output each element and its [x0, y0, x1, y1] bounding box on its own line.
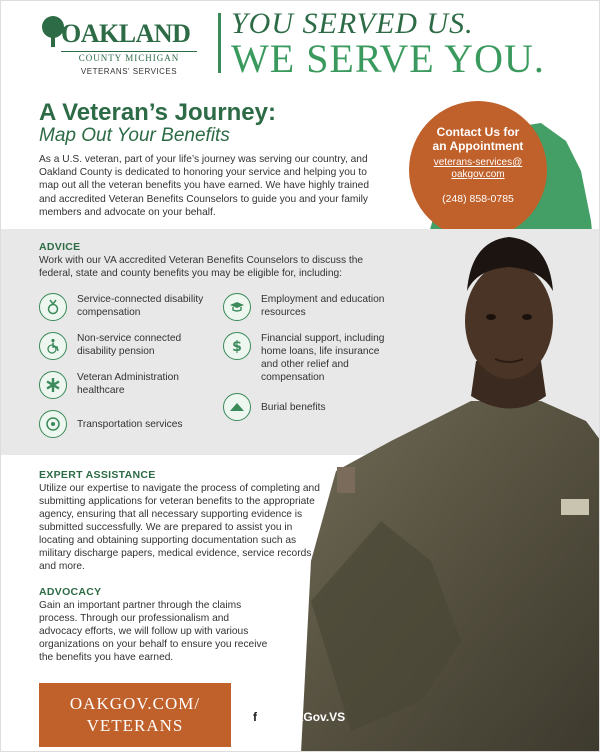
- benefit-label: Service-connected disability compensation: [77, 294, 204, 318]
- benefit-label: Transportation services: [77, 418, 183, 430]
- benefit-label: Veteran Administration healthcare: [77, 372, 179, 396]
- facebook-icon: f: [247, 709, 263, 725]
- contact-heading-line-2: an Appointment: [432, 139, 524, 153]
- advocacy-heading: ADVOCACY: [39, 586, 102, 598]
- page-title: A Veteran’s Journey:: [39, 99, 276, 126]
- website-cta[interactable]: [39, 683, 231, 747]
- benefit-label: Non-service connected disability pension: [77, 333, 182, 357]
- logo-wordmark: OAKLAND: [61, 19, 191, 48]
- page-subtitle: Map Out Your Benefits: [39, 125, 230, 146]
- social-link[interactable]: [247, 709, 345, 725]
- contact-heading-line-1: Contact Us for: [436, 125, 520, 139]
- flag-patch: [337, 467, 355, 493]
- benefit-label: Financial support, including home loans, life insurance and other relief and compensation: [261, 333, 385, 383]
- website-cta-line-2: VETERANS: [86, 716, 184, 735]
- intro-paragraph: As a U.S. veteran, part of your life’s journey was serving our country, and Oakland County is dedicated to honoring your service and helping you to map out all the veteran benefits you have earned. We have highly trained and accredited Veteran Benefits Counselors to guide you and your family members and advocate on your behalf.: [39, 154, 369, 218]
- expert-paragraph: Utilize our expertise to navigate the process of completing and submitting applications for veteran benefits to the appropriate agency, ensuring that all necessary supporting evidence is submitted successfully. We are prepared to assist you in locating and obtaining supporting documentation such as military discharge papers, medical evidence, service records and more.: [39, 483, 320, 572]
- logo-county: COUNTY MICHIGAN: [78, 53, 180, 63]
- advice-heading: ADVICE: [39, 241, 81, 253]
- contact-email-line-2: oakgov.com: [451, 169, 505, 180]
- social-handle: @OakGov.VS: [269, 710, 346, 724]
- benefit-label: Burial benefits: [261, 401, 326, 413]
- advocacy-paragraph: Gain an important partner through the claims process. Through our professionalism and advocacy efforts, we will follow up with various organizations on your behalf to ensure you receive the benefits you have earned.: [39, 600, 268, 663]
- advice-paragraph: Work with our VA accredited Veteran Benefits Counselors to discuss the federal, state and county benefits you may be eligible for, including:: [39, 255, 364, 279]
- contact-phone[interactable]: (248) 858-0785: [442, 193, 514, 205]
- expert-heading: EXPERT ASSISTANCE: [39, 469, 156, 481]
- tagline-serve: WE SERVE YOU.: [231, 36, 545, 81]
- tagline-served: YOU SERVED US.: [231, 7, 474, 40]
- contact-email-line-1: veterans-services@: [433, 157, 523, 168]
- logo-department: VETERANS' SERVICES: [80, 67, 178, 76]
- svg-text:$: $: [232, 339, 242, 354]
- benefit-label: Employment and education resources: [261, 294, 385, 318]
- website-cta-line-1: OAKGOV.COM/: [69, 694, 201, 713]
